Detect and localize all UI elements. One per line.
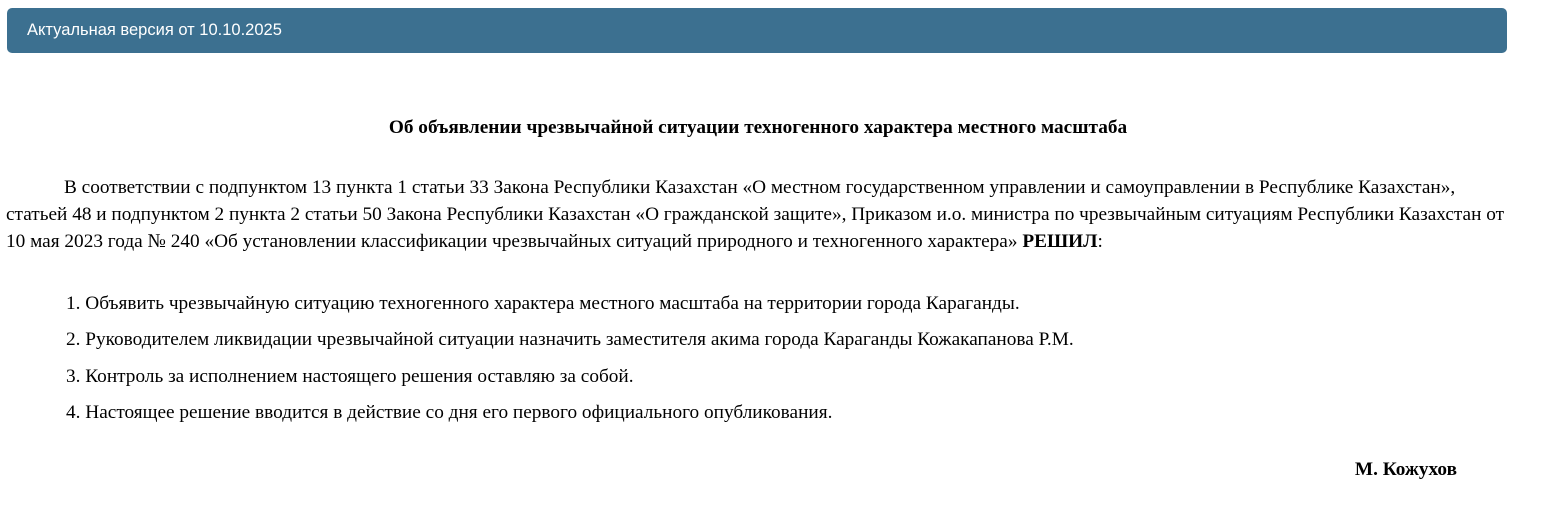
version-banner [7,8,1507,53]
decision-colon: : [1097,231,1103,252]
decision-word: РЕШИЛ [1022,231,1098,252]
signature: М. Кожухов [1354,459,1457,480]
document-title: Об объявлении чрезвычайной ситуации техногенного характера местного масштаба [388,117,1128,138]
decision-item: 1. Объявить чрезвычайную ситуацию техногенного характера местного масштаба на территории города Караганды. [66,293,1020,314]
decision-item: 2. Руководителем ликвидации чрезвычайной ситуации назначить заместителя акима города Караганды Кожакапанова Р.М. [66,329,1074,351]
document-preamble [6,174,1510,255]
decision-items-list [6,290,1510,435]
decision-item: 3. Контроль за исполнением настоящего решения оставляю за собой. [66,365,634,387]
preamble-text: В соответствии с подпунктом 13 пункта 1 статьи 33 Закона Республики Казахстан «О местном государственном управлении и самоуправлении в Республике Казахстан», статьей 48 и подпунктом 2 пункта 2 статьи 50 Закона Республики Казахстан «О гражданской защите», Приказом и.о. министра по чрезвычайным ситуациям Республики Казахстан от 10 мая 2023 года № 240 «Об установлении классификации чрезвычайных ситуаций природного и техногенного характера» [6,177,1505,252]
version-label: Актуальная версия от 10.10.2025 [27,21,282,39]
decision-item: 4. Настоящее решение вводится в действие со дня его первого официального опубликования. [66,401,833,423]
